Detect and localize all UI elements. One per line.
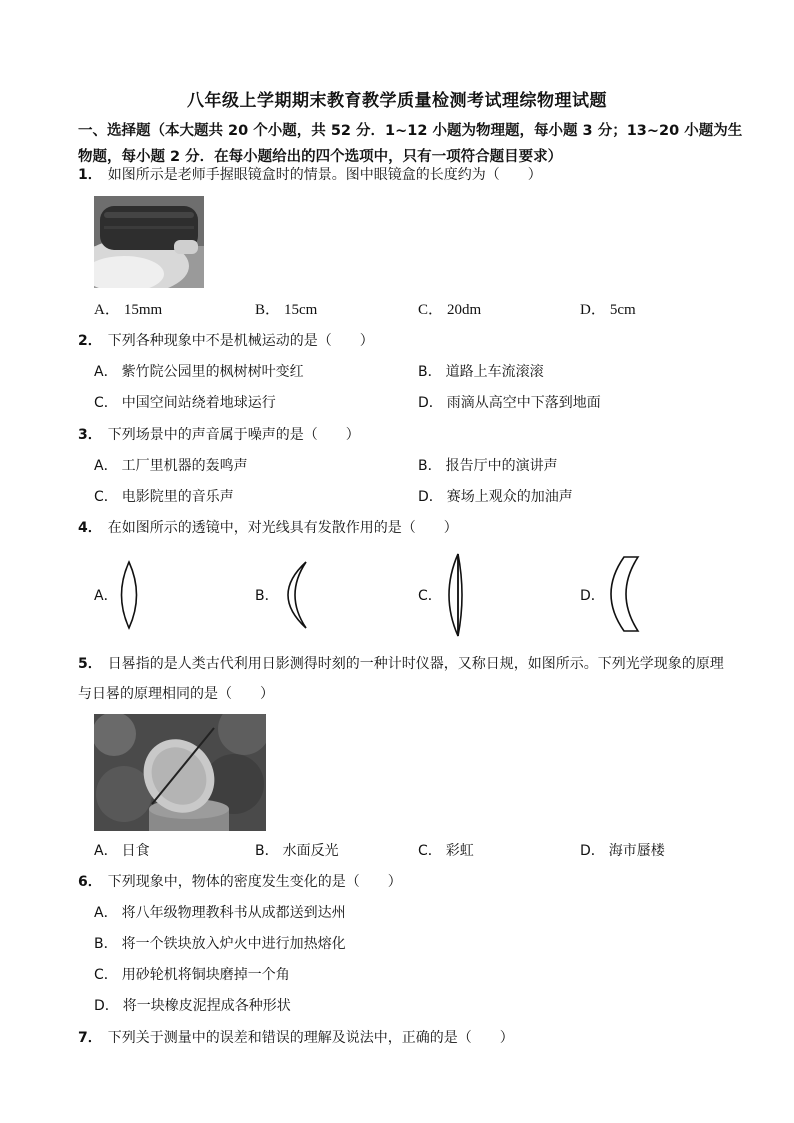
- section-heading: 一、选择题（本大题共 20 个小题，共 52 分．1~12 小题为物理题，每小题 3 分；13~20 小题为生物题，每小题 2 分．在每小题给出的四个选项中，只有一项符合题目要求）: [78, 123, 743, 165]
- question-6: [78, 872, 402, 892]
- question-3: [78, 425, 360, 445]
- convex-lens-icon: [114, 560, 144, 630]
- option-3d[interactable]: D． 赛场上观众的加油声: [418, 489, 573, 505]
- option-6a[interactable]: A． 将八年级物理教科书从成都送到达州: [94, 905, 346, 921]
- option-5b[interactable]: B． 水面反光: [255, 843, 339, 859]
- question-number: 3．: [78, 427, 102, 443]
- question-number: 7．: [78, 1030, 102, 1046]
- question-4: [78, 518, 458, 538]
- question-number: 2．: [78, 333, 102, 349]
- question-text-continued: 与日晷的原理相同的是（ ）: [78, 686, 274, 702]
- option-3c[interactable]: C． 电影院里的音乐声: [94, 489, 234, 505]
- option-2a[interactable]: A． 紫竹院公园里的枫树树叶变红: [94, 364, 304, 380]
- question-7: [78, 1028, 514, 1048]
- option-4c[interactable]: C．: [418, 588, 442, 604]
- option-4b[interactable]: B．: [255, 588, 279, 604]
- option-3a[interactable]: A． 工厂里机器的轰鸣声: [94, 458, 248, 474]
- option-1d[interactable]: D． 5cm: [580, 302, 636, 318]
- question-text: 在如图所示的透镜中，对光线具有发散作用的是（ ）: [107, 520, 458, 536]
- option-2d[interactable]: D． 雨滴从高空中下落到地面: [418, 395, 601, 411]
- question-text: 下列场景中的声音属于噪声的是（ ）: [107, 427, 360, 443]
- option-4d[interactable]: D．: [580, 588, 605, 604]
- question-number: 1．: [78, 167, 102, 183]
- concave-meniscus-lens-icon: [604, 555, 640, 633]
- option-1c[interactable]: C． 20dm: [418, 302, 482, 318]
- option-2b[interactable]: B． 道路上车流滚滚: [418, 364, 544, 380]
- question-5: [78, 654, 724, 674]
- option-1b[interactable]: B． 15cm: [255, 302, 318, 318]
- option-4a[interactable]: A．: [94, 588, 118, 604]
- question-text: 日晷指的是人类古代利用日影测得时刻的一种计时仪器，又称日规，如图所示。下列光学现象的原理: [107, 656, 724, 672]
- question-text: 如图所示是老师手握眼镜盒时的情景。图中眼镜盒的长度约为（ ）: [107, 167, 542, 183]
- question-5-continued: [78, 684, 274, 704]
- option-5a[interactable]: A． 日食: [94, 843, 150, 859]
- option-5c[interactable]: C． 彩虹: [418, 843, 474, 859]
- option-6c[interactable]: C． 用砂轮机将铜块磨掉一个角: [94, 967, 290, 983]
- question-number: 6．: [78, 874, 102, 890]
- question-text: 下列现象中，物体的密度发生变化的是（ ）: [107, 874, 402, 890]
- option-1a[interactable]: A． 15mm: [94, 302, 163, 318]
- option-2c[interactable]: C． 中国空间站绕着地球运行: [94, 395, 276, 411]
- page-title: 八年级上学期期末教育教学质量检测考试理综物理试题: [187, 91, 607, 111]
- question-text: 下列各种现象中不是机械运动的是（ ）: [107, 333, 374, 349]
- question-number: 5．: [78, 656, 102, 672]
- sundial-photo: [94, 714, 266, 831]
- option-6d[interactable]: D． 将一块橡皮泥捏成各种形状: [94, 998, 291, 1014]
- option-3b[interactable]: B． 报告厅中的演讲声: [418, 458, 558, 474]
- question-text: 下列关于测量中的误差和错误的理解及说法中，正确的是（ ）: [107, 1030, 514, 1046]
- question-2: [78, 331, 374, 351]
- question-1: [78, 165, 542, 185]
- plano-convex-lens-icon: [440, 552, 466, 638]
- option-5d[interactable]: D． 海市蜃楼: [580, 843, 665, 859]
- option-6b[interactable]: B． 将一个铁块放入炉火中进行加热熔化: [94, 936, 346, 952]
- glasses-case-photo: [94, 196, 204, 288]
- meniscus-lens-icon: [278, 560, 312, 630]
- question-number: 4．: [78, 520, 102, 536]
